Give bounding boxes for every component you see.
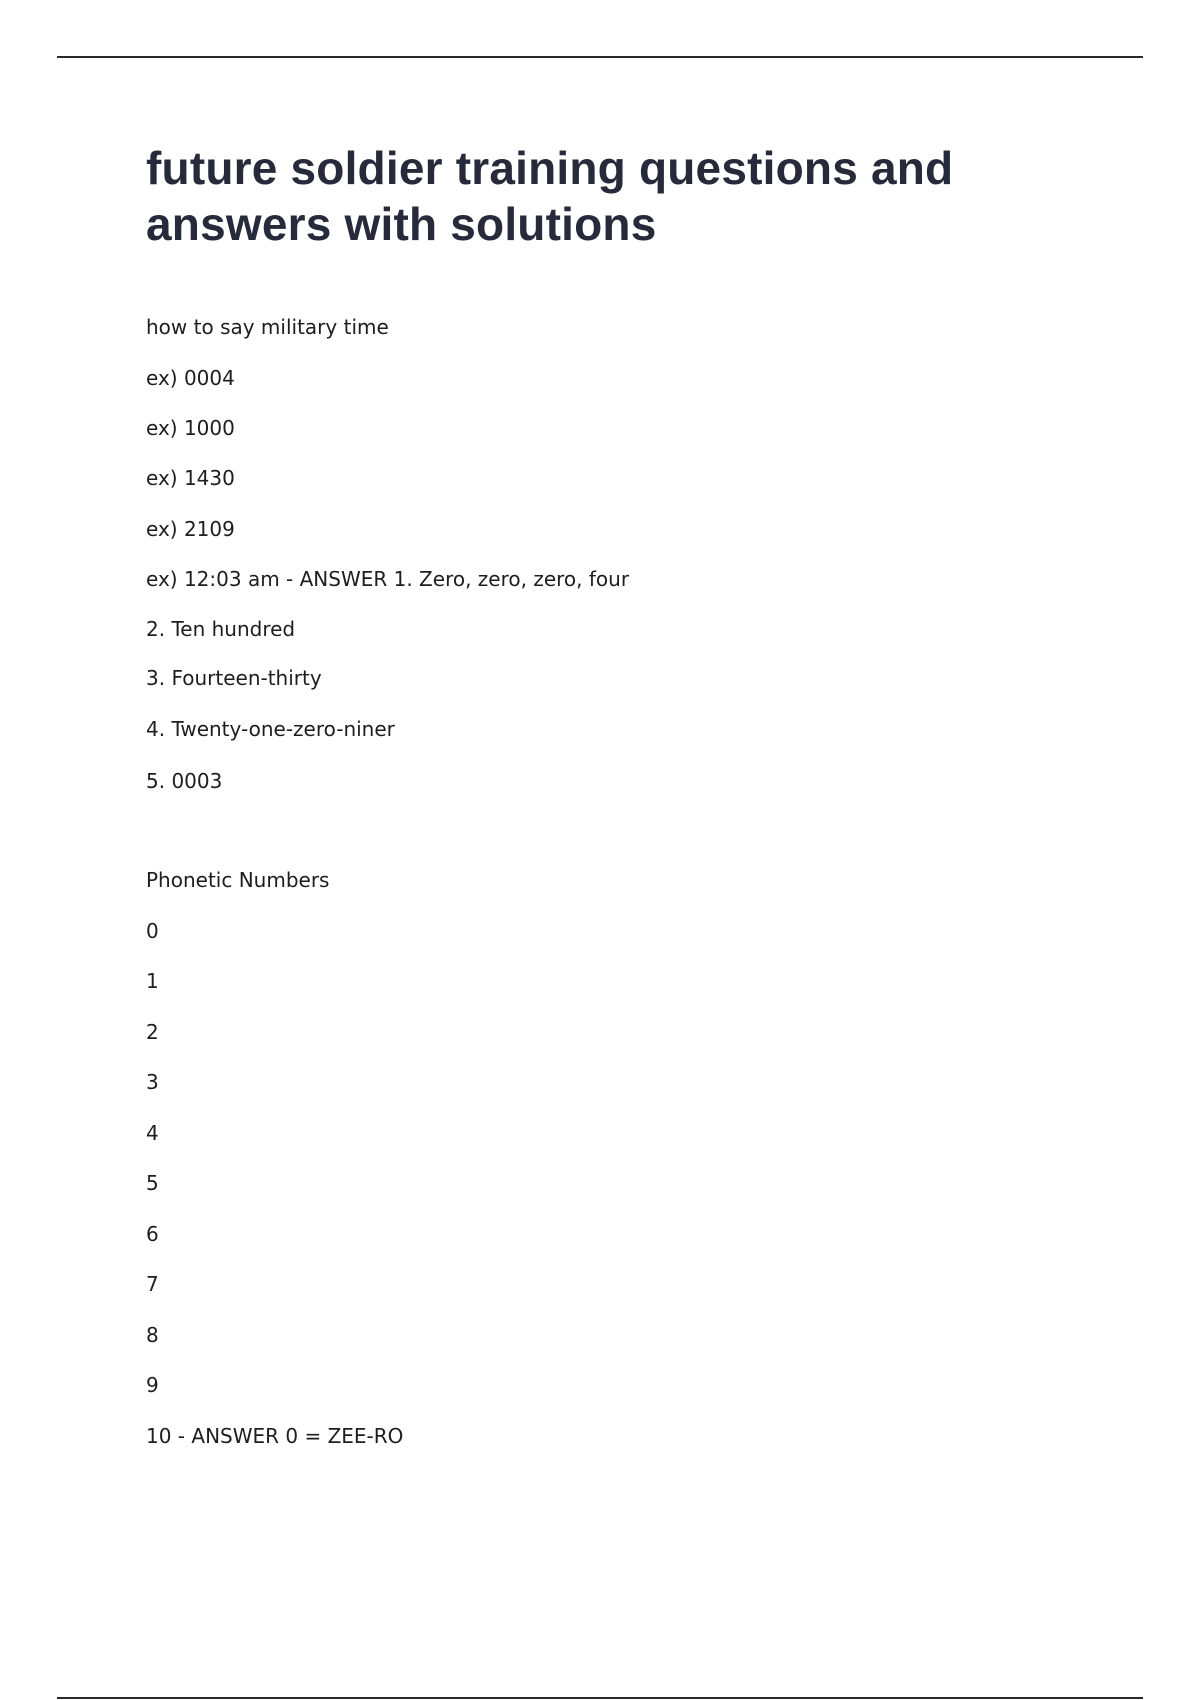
question-line: 9 [146, 1373, 159, 1397]
question-line: 8 [146, 1323, 159, 1347]
question-line: 5 [146, 1171, 159, 1195]
question-line: 6 [146, 1222, 159, 1246]
question-line: ex) 2109 [146, 517, 235, 541]
document-title: future soldier training questions and answers with solutions [146, 142, 954, 250]
bottom-rule [57, 1697, 1143, 1699]
question-line: 1 [146, 969, 159, 993]
question-line: 0 [146, 919, 159, 943]
answer-line: 10 - ANSWER 0 = ZEE-RO [146, 1424, 404, 1448]
question-line: 7 [146, 1272, 159, 1296]
question-line: Phonetic Numbers [146, 868, 330, 892]
question-line: ex) 1000 [146, 416, 235, 440]
question-line: ex) 0004 [146, 366, 235, 390]
answer-line: 2. Ten hundred [146, 617, 296, 641]
answer-line: 4. Twenty-one-zero-niner [146, 717, 395, 741]
answer-line: ex) 12:03 am - ANSWER 1. Zero, zero, zero, four [146, 567, 630, 591]
document-body [146, 140, 1046, 252]
question-line: 2 [146, 1020, 159, 1044]
answer-line: 3. Fourteen-thirty [146, 666, 322, 690]
question-line: ex) 1430 [146, 466, 235, 490]
answer-line: 5. 0003 [146, 769, 223, 793]
question-line: 3 [146, 1070, 159, 1094]
question-line: 4 [146, 1121, 159, 1145]
top-rule [57, 56, 1143, 58]
question-line: how to say military time [146, 315, 389, 339]
